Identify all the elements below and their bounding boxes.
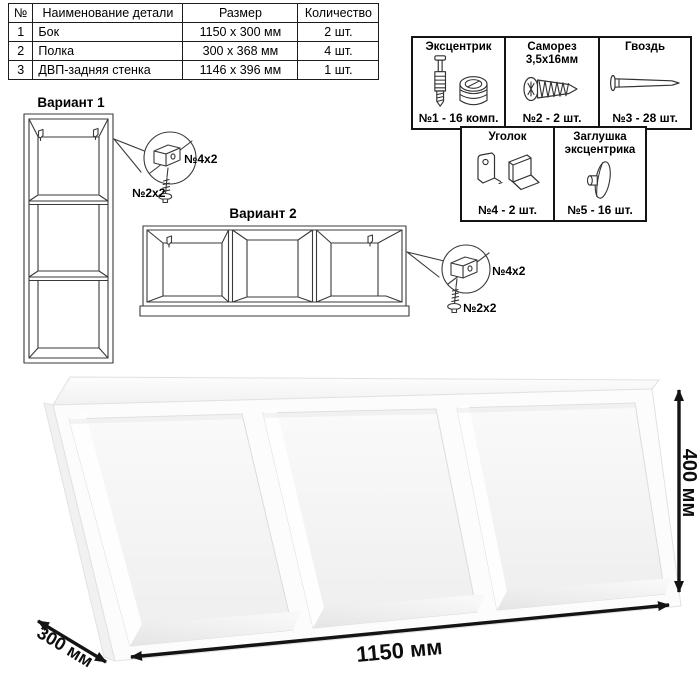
variant1-screw-label: №2х2 [132, 186, 166, 200]
part-name: Полка [33, 42, 183, 61]
part-qty: 2 шт. [298, 23, 379, 42]
hardware-title: Уголок [488, 131, 527, 143]
depth-dimension-label: 300 мм [33, 622, 97, 672]
variant2-bracket-label: №4х2 [492, 264, 526, 278]
hardware-label: №1 - 16 комп. [418, 111, 499, 125]
hardware-label: №2 - 2 шт. [522, 111, 582, 125]
col-header-size: Размер [183, 4, 298, 23]
hardware-title: Эксцентрик [425, 41, 492, 53]
part-qty: 4 шт. [298, 42, 379, 61]
variant2-drawing [140, 206, 526, 316]
variant2-title: Вариант 2 [229, 206, 297, 221]
hardware-title-line2: эксцентрика [564, 144, 636, 157]
part-size: 1146 х 396 мм [183, 61, 298, 80]
width-dimension-label: 1150 мм [355, 634, 444, 667]
part-num: 2 [9, 42, 33, 61]
hardware-label: №3 - 28 шт. [612, 111, 678, 125]
hardware-title-line2: 3,5х16мм [525, 54, 579, 67]
hardware-label: №4 - 2 шт. [478, 203, 537, 217]
part-size: 1150 х 300 мм [183, 23, 298, 42]
col-header-num: № [9, 4, 33, 23]
hardware-title-line1: Саморез [527, 41, 577, 53]
part-num: 1 [9, 23, 33, 42]
part-qty: 1 шт. [298, 61, 379, 80]
col-header-qty: Количество [298, 4, 379, 23]
variant1-bracket-label: №4х2 [184, 152, 218, 166]
part-num: 3 [9, 61, 33, 80]
height-dimension-label: 400 мм [678, 448, 700, 518]
shelf-3d-render [44, 377, 681, 661]
part-name: ДВП-задняя стенка [33, 61, 183, 80]
variant2-screw-label: №2х2 [463, 301, 497, 315]
hardware-title-line1: Заглушка [573, 131, 627, 143]
variant1-drawing [24, 95, 218, 363]
col-header-name: Наименование детали [33, 4, 183, 23]
variant1-title: Вариант 1 [37, 95, 105, 110]
hardware-title: Гвоздь [624, 41, 666, 53]
part-name: Бок [33, 23, 183, 42]
part-size: 300 х 368 мм [183, 42, 298, 61]
hardware-label: №5 - 16 шт. [567, 203, 633, 218]
